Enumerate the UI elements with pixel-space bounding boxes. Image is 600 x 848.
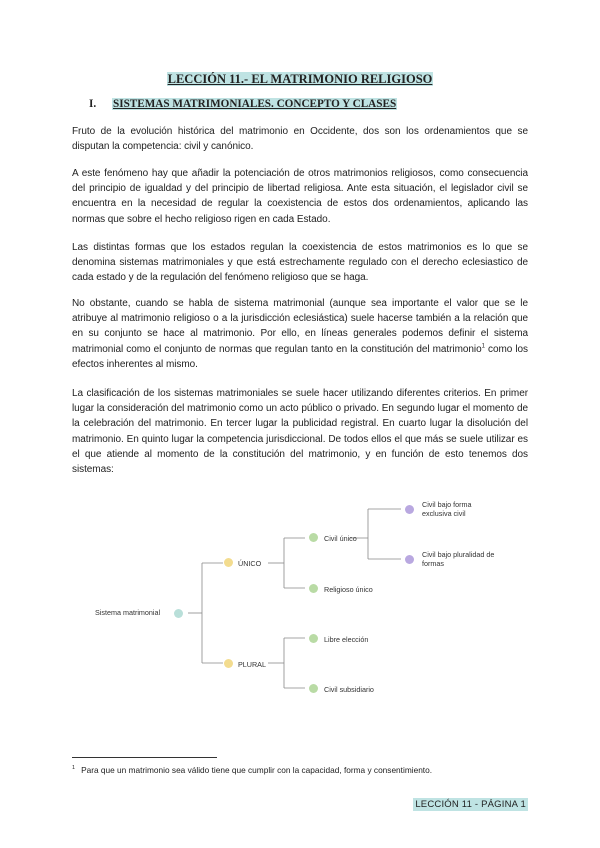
- civil-unico-dot: [309, 533, 318, 542]
- footnote: [72, 765, 432, 775]
- religioso-unico-dot: [309, 584, 318, 593]
- section-title: SISTEMAS MATRIMONIALES. CONCEPTO Y CLASES: [113, 98, 397, 110]
- marriage-systems-diagram: [80, 495, 540, 710]
- paragraph-2: A este fenómeno hay que añadir la potenciación de otros matrimonios religiosos, como consecuencia del principio de igualdad y del principio de libertad religiosa. Ante esta situación, el legislador civil se encuentra en la necesidad de regular la coexistencia de estos dos ordenamientos, aplicando las normas que sobre el hecho religioso rigen en cada Estado.: [72, 168, 528, 225]
- pluralidad-formas-dot: [405, 555, 414, 564]
- forma-exclusiva-dot: [405, 505, 414, 514]
- plural-node-dot: [224, 659, 233, 668]
- pluralidad-formas-label: Civil bajo pluralidad de formas: [422, 550, 495, 568]
- paragraph-5: La clasificación de los sistemas matrimoniales se suele hacer utilizando diferentes criterios. En primer lugar la consideración del matrimonio como un acto público o privado. En segundo lugar el momento de la celebración del matrimonio. En tercer lugar la publicidad registral. En cuarto lugar la disolución del matrimonio. En quinto lugar la competencia jurisdiccional. De todos ellos el que más se suele utilizar es el que atiende al momento de la constitución del matrimonio, y en función de esto tenemos dos sistemas:: [72, 388, 528, 476]
- footnote-ref[interactable]: 1: [481, 343, 485, 350]
- root-node-dot: [174, 609, 183, 618]
- footnote-text: Para que un matrimonio sea válido tiene que cumplir con la capacidad, forma y consentimiento.: [81, 765, 433, 775]
- root-label: Sistema matrimonial: [95, 608, 161, 617]
- forma-exclusiva-label: Civil bajo forma exclusiva civil: [422, 500, 472, 518]
- section-number: I.: [89, 98, 97, 110]
- paragraph-3: Las distintas formas que los estados regulan la coexistencia de estos matrimonios es lo que se denomina sistemas matrimoniales y que está estrechamente regulado con el derecho eclesiastico de cada estado y de la regulación del fenómeno religioso que se haga.: [72, 242, 528, 284]
- page-footer: LECCIÓN 11 - PÁGINA 1: [415, 799, 526, 810]
- section-heading: [88, 98, 397, 110]
- libre-eleccion-label: Libre elección: [324, 635, 369, 644]
- civil-unico-label: Civil único: [324, 534, 357, 543]
- religioso-unico-label: Religioso único: [324, 585, 373, 594]
- footnote-mark: 1: [72, 765, 76, 772]
- unico-label: ÚNICO: [238, 559, 262, 568]
- plural-label: PLURAL: [238, 660, 266, 669]
- paragraph-1: Fruto de la evolución histórica del matrimonio en Occidente, dos son los ordenamientos que se disputan la competencia: civil y canónico.: [72, 126, 528, 153]
- lesson-title: LECCIÓN 11.- EL MATRIMONIO RELIGIOSO: [167, 72, 433, 86]
- footnote-divider: [72, 757, 217, 758]
- paragraph-4: No obstante, cuando se habla de sistema matrimonial (aunque sea importante el valor que se le atribuye al matrimonio religioso o a la jurisdicción eclesiástica) suele hacerse también a la relación que en su conjunto se hace al matrimonio. Por ello, en líneas generales podemos definir el sistema matrimonial como el conjunto de normas que regulan tanto en la constitución del matrimonio$^1$ como los efectos inherentes al mismo.: [72, 298, 528, 370]
- civil-subsidiario-label: Civil subsidiario: [324, 685, 374, 694]
- libre-eleccion-dot: [309, 634, 318, 643]
- diagram-connectors: [80, 495, 540, 710]
- unico-node-dot: [224, 558, 233, 567]
- civil-subsidiario-dot: [309, 684, 318, 693]
